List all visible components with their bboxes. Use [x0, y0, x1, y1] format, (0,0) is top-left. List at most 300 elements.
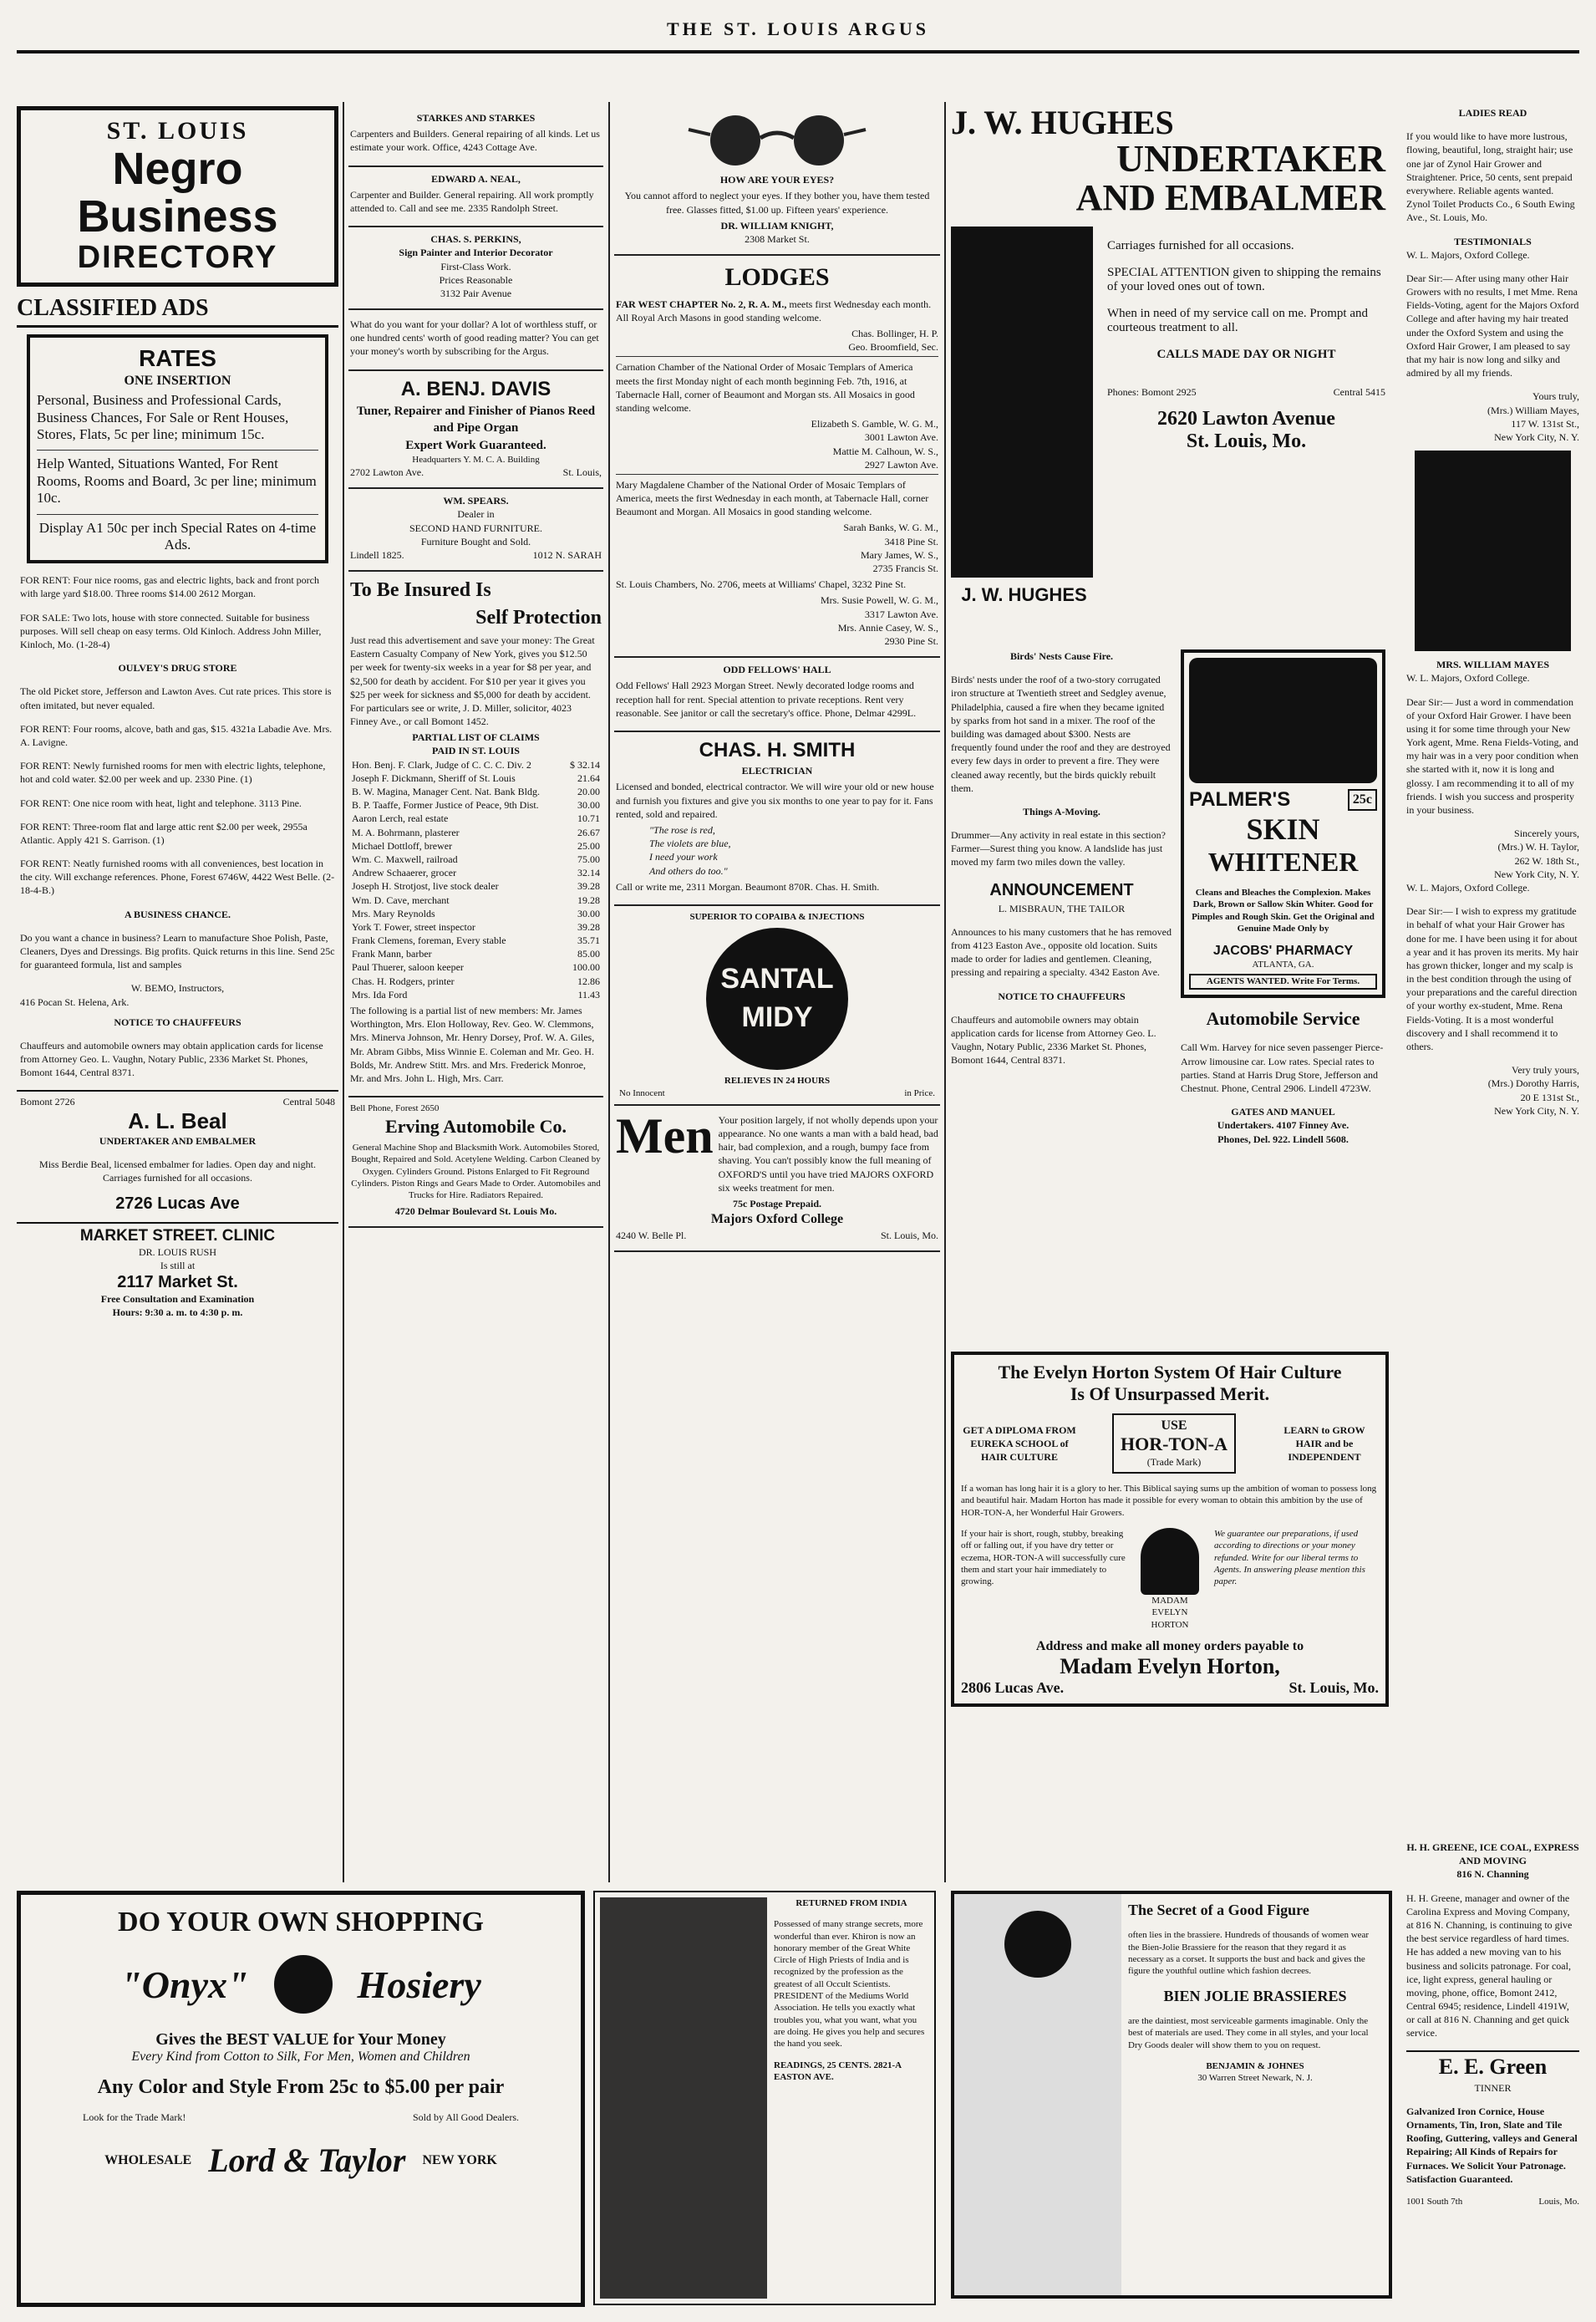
- figure-brand: BIEN JOLIE BRASSIERES: [1163, 1987, 1347, 2004]
- horton-use: USE: [1161, 1418, 1187, 1433]
- ladies-body: If you would like to have more lustrous, flowing, beautiful, long, straight hair; use one jar of Zynol Hair Grower and Straightener. Price, 50 cents, sent prepaid everywhere. Reliable agents wanted. Zynol Toilet Products Co., 6 South Ewing Ave., St. Louis, Mo.: [1406, 130, 1575, 224]
- testimonial-head: W. L. Majors, Oxford College.: [1406, 672, 1530, 685]
- classified-list: [17, 573, 338, 1079]
- santal-note: No Innocent: [619, 1087, 665, 1098]
- column-2: [348, 106, 603, 1878]
- horton-right: LEARN to GROW HAIR and be INDEPENDENT: [1283, 1423, 1365, 1464]
- claims-amount: 26.67: [577, 826, 600, 838]
- far-west-sig: Chas. Bollinger, H. P.: [851, 328, 938, 339]
- palmer-city: ATLANTA, GA.: [1252, 960, 1314, 970]
- directory-line1: ST. LOUIS: [106, 117, 249, 145]
- santal-bottom: RELIEVES IN 24 HOURS: [724, 1076, 831, 1087]
- smith-footer: Call or write me, 2311 Morgan. Beaumont 870R. Chas. H. Smith.: [616, 880, 880, 893]
- palmer-price: 25c: [1348, 789, 1377, 811]
- lodges-title: LODGES: [724, 263, 830, 292]
- rates-text: Display A1 50c per inch Special Rates on 4-time Ads.: [37, 514, 318, 554]
- hughes-line: UNDERTAKER: [1116, 137, 1385, 180]
- claims-row: [350, 988, 602, 1001]
- birds-body: Birds' nests under the roof of a two-story corrugated iron structure at Twentieth street and Sedgley avenue, Philadelphia, caused a fire when they became ignited by sparks from hot sand in a mixer. The roof of the building was damaged about $300. Nests are frequently found under the roof and they are destroyed every few days in order to prevent a fire. They were cleaned away recently, but the birds quickly rebuilt them.: [951, 674, 1171, 794]
- erving-ad: [348, 1097, 603, 1228]
- hughes-address: 2620 Lawton Avenue: [1157, 407, 1335, 430]
- greene-address: 816 N. Channing: [1456, 1868, 1529, 1881]
- claims-amount: 20.00: [577, 786, 600, 798]
- clinic-line: Free Consultation and Examination: [100, 1292, 255, 1305]
- classified-ad: FOR RENT: Neatly furnished rooms with all conveniences, best location in the city. Will exchange references. Phone, Forest 6746W, 4422 West Belle. (2-18-4-B.): [20, 858, 335, 897]
- claims-payee: Chas. H. Rodgers, printer: [352, 975, 455, 987]
- testimonial-sig: (Mrs.) William Mayes,: [1487, 404, 1579, 416]
- eyes-ad: [614, 106, 940, 256]
- greene-ad: [1406, 1841, 1579, 2207]
- magdalene-body: Mary Magdalene Chamber of the National Order of Mosaic Templars of America, meets the first Wednesday in each month, at Tabernacle Hall, corner Beaumont and Morgan. All Mosaics in good standing welcome.: [616, 474, 938, 519]
- rates-title: RATES: [139, 345, 216, 372]
- horton-portrait: [1141, 1528, 1199, 1595]
- palmer-line: SKIN: [1246, 812, 1320, 846]
- announcement-sub: L. MISBRAUN, THE TAILOR: [998, 902, 1126, 914]
- chauffeurs-title: NOTICE TO CHAUFFEURS: [114, 1016, 241, 1028]
- woman-illustration: [954, 1894, 1121, 2295]
- carnation-sig: Elizabeth S. Gamble, W. G. M.,: [811, 418, 938, 430]
- rates-text: Help Wanted, Situations Wanted, For Rent Rooms, Rooms and Board, 3c per line; minimum 10c.: [37, 450, 318, 507]
- neal-title: EDWARD A. NEAL,: [431, 172, 521, 185]
- beal-role: UNDERTAKER AND EMBALMER: [99, 1134, 257, 1147]
- ladies-ad: [1406, 106, 1579, 1118]
- claims-row: [350, 866, 602, 879]
- horton-address-line: Address and make all money orders payable to: [1035, 1638, 1304, 1653]
- moving-title: Things A-Moving.: [1023, 805, 1100, 817]
- testimonial-sig: Very truly yours,: [1512, 1064, 1579, 1077]
- claims-payee: Wm. D. Cave, merchant: [352, 894, 450, 906]
- hughes-body: Carriages furnished for all occasions.: [1107, 239, 1294, 253]
- santal-top: SUPERIOR TO COPAIBA & INJECTIONS: [689, 911, 865, 922]
- onyx-price: Any Color and Style From 25c to $5.00 per pair: [97, 2076, 505, 2098]
- horton-caption: EVELYN HORTON: [1151, 1607, 1189, 1630]
- erving-body: General Machine Shop and Blacksmith Work. Automobiles Stored, Bought, Repaired and Sold. Acetylene Welding. Carbon Cleaned by Oxygen. Cylinders Ground. Pistons Enlarged to Fit Reground Cylinders. Piston Rings and Gears Made to Order. Automobiles and Trucks for Hire. Radiators Repaired.: [351, 1143, 601, 1201]
- returned-ad: [593, 1891, 936, 2309]
- palmer-company: JACOBS' PHARMACY: [1212, 944, 1354, 959]
- men-body: Your position largely, if not wholly depends upon your appearance. No one wants a man with a bald head, bad hair, bad complexion, and a rough, bumpy face from shaving. You can't possibly know the full meaning of OXFORD'S until you have tried MAJORS OXFORD six weeks treatment for men.: [718, 1113, 938, 1194]
- column-3: [614, 106, 940, 1878]
- claims-row: [350, 812, 602, 825]
- claims-title: PARTIAL LIST OF CLAIMS: [412, 731, 540, 744]
- lodges-section: [614, 256, 940, 658]
- business-chance-title: A BUSINESS CHANCE.: [124, 908, 231, 920]
- chauffeurs-title: NOTICE TO CHAUFFEURS: [998, 990, 1126, 1002]
- chauffeurs-body: Chauffeurs and automobile owners may obtain application cards for license from Attorney Geo. L. Vaughn, Notary Public, 2336 Market St. Phones, Bomont 1644, Central 8371.: [951, 1013, 1156, 1067]
- masthead: [17, 10, 1579, 94]
- perkins-line: First-Class Work.: [440, 260, 511, 272]
- spears-title: WM. SPEARS.: [443, 495, 509, 507]
- auto-body: Call Wm. Harvey for nice seven passenger Pierce-Arrow limousine car. Low rates. Special rates to parties. Stand at Harris Drug Store, Jefferson and Chestnut. Phone, Central 2906. Lindell 4723W.: [1181, 1041, 1384, 1095]
- column-4: [951, 106, 1579, 1878]
- gates-title: GATES AND MANUEL: [1231, 1106, 1335, 1118]
- testimonial-photo: [1415, 451, 1571, 651]
- rates-text: Personal, Business and Professional Cards, Business Chances, For Sale or Rent Houses, Stores, Flats, 5c per line; minimum 15c.: [37, 392, 289, 442]
- neal-body: Carpenter and Builder. General repairing. All work promptly attended to. Call and see me. 2335 Randolph Street.: [350, 188, 594, 214]
- claims-payee: York T. Fower, street inspector: [352, 920, 475, 933]
- claims-amount: 10.71: [577, 812, 600, 825]
- onyx-title: DO YOUR OWN SHOPPING: [118, 1907, 484, 1938]
- claims-amount: 30.00: [577, 799, 600, 812]
- gates-phone: Phones, Del. 922. Lindell 5608.: [1217, 1133, 1349, 1145]
- hughes-line: AND EMBALMER: [1075, 177, 1385, 218]
- claims-payee: Mrs. Mary Reynolds: [352, 907, 435, 919]
- eegreen-footer: Louis, Mo.: [1538, 2197, 1579, 2207]
- horton-product: HOR-TON-A: [1121, 1433, 1227, 1454]
- davis-address: 2702 Lawton Ave.: [350, 466, 424, 479]
- beal-phone: Bomont 2726: [20, 1095, 75, 1108]
- claims-table: [350, 758, 602, 1001]
- smith-name: CHAS. H. SMITH: [699, 738, 856, 761]
- claims-row: [350, 960, 602, 974]
- horton-name: Madam Evelyn Horton,: [1060, 1653, 1280, 1678]
- eyes-body: You cannot afford to neglect your eyes. If they bother you, have them tested free. Glasses fitted, $1.00 up. Fifteen years' experience.: [624, 190, 930, 216]
- hughes-calls: CALLS MADE DAY OR NIGHT: [1156, 348, 1336, 362]
- horton-body: If a woman has long hair it is a glory to her. This Biblical saying sums up the ambition of woman to possess long and beautiful hair. Madam Horton has made it possible for every woman to obtain this ambition by the use of HOR-TON-A, her Wonderful Hair Growers.: [961, 1484, 1377, 1518]
- fellows-title: ODD FELLOWS' HALL: [723, 664, 831, 676]
- claims-payee: Michael Dottloff, brewer: [352, 839, 453, 852]
- eyes-title: HOW ARE YOUR EYES?: [719, 174, 835, 186]
- magdalene-sig: Sarah Banks, W. G. M.,: [843, 522, 938, 534]
- business-chance-body: Do you want a chance in business? Learn to manufacture Shoe Polish, Paste, Cleaners, Dyes and Dressings. Big profits. Quick returns in this line. Send 25c for guaranteed formula, list and samples: [20, 931, 335, 971]
- davis-line: Expert Work Guaranteed.: [405, 438, 546, 452]
- testimonial-body: Dear Sir:— I wish to express my gratitude in behalf of what your Hair Grower has done for me. I have been using it for about a year and it has proven its merits. My hair has grown thicker, longer and my scalp is in the best condition through the using of your preparations and the careful direction of your worthy ex-student, Mme. Rena Fields-Voting. It is a most wonderful discovery and I shall recommend it to others.: [1406, 905, 1578, 1052]
- horton-title: Is Of Unsurpassed Merit.: [1070, 1383, 1270, 1404]
- st-louis-sig: Mrs. Susie Powell, W. G. M.,: [820, 594, 938, 607]
- members-text: The following is a partial list of new members: Mr. James Worthington, Mrs. Elon Holloway, Rev. Geo. W. Clemmons, Mrs. Minerva Johnson, Mr. Henry Dorsey, Prof. W. A. Giles, Mr. Abram Gibbs, Miss Winnie E. Coleman and Mr. Geo. H. Bolds, Mr. Andrew Stitt. Mrs. and Mrs. Frederick Monroe, Mr. and Mrs. John L. High, Mrs. Carr.: [350, 1005, 595, 1084]
- hughes-name: J. W. HUGHES: [951, 104, 1174, 141]
- far-west-body: meets first Wednesday each month. All Royal Arch Masons in good standing welcome.: [616, 298, 932, 323]
- newspaper-page: [17, 10, 1579, 2314]
- onyx-value: Gives the BEST VALUE for Your Money: [155, 2030, 446, 2049]
- santal-note: in Price.: [904, 1087, 935, 1098]
- business-chance-sig: W. BEMO, Instructors,: [130, 982, 225, 995]
- dollar-text: What do you want for your dollar? A lot of worthless stuff, or one hundred cents' worth of good reading matter? You can get your money's worth by subscribing for the Argus.: [350, 318, 599, 358]
- carnation-sig: 3001 Lawton Ave.: [864, 431, 938, 444]
- claims-amount: 39.28: [577, 880, 600, 893]
- hughes-ad: [951, 106, 1385, 606]
- testimonial-sig: New York City, N. Y.: [1494, 1104, 1579, 1117]
- returned-body: Possessed of many strange secrets, more wonderful than ever. Khiron is now an honorary member of the Great White Circle of High Priests of India and is recognized by the profession as the greatest of all Occult Scientists. PRESIDENT of the Mediums World Association. He tells you exactly what troubles you, what you want, what you are doing. He gives you help and secures the hand you seek.: [774, 1919, 925, 2050]
- hughes-phone: Central 5415: [1333, 386, 1385, 399]
- claims-row: [350, 853, 602, 866]
- classified-ad: FOR RENT: Four rooms, alcove, bath and gas, $15. 4321a Labadie Ave. Mrs. A. Lavigne.: [20, 722, 333, 748]
- beal-phone: Central 5048: [282, 1095, 335, 1108]
- spears-line: Furniture Bought and Sold.: [420, 535, 531, 547]
- claims-payee: Frank Mann, barber: [352, 948, 432, 960]
- claims-payee: M. A. Bohrmann, plasterer: [352, 826, 460, 838]
- starkes-body: Carpenters and Builders. General repairing of all kinds. Let us estimate your work. Office, 4243 Cottage Ave.: [350, 128, 600, 154]
- testimonial-body: Dear Sir:— After using many other Hair Growers with no results, I met Mme. Rena Fields-Voting, agent for the Majors Oxford College and after having my hair treated under the Oxford System and using the Oxford Hair Grower, I am pleased to say that my hair is now long and silky and admired by all my friends.: [1406, 272, 1579, 379]
- beal-ad: [17, 1090, 338, 1218]
- davis-line: Headquarters Y. M. C. A. Building: [412, 454, 540, 465]
- rates-sub: ONE INSERTION: [124, 373, 231, 388]
- onyx-hosiery: Hosiery: [357, 1963, 481, 2006]
- carnation-sig: Mattie M. Calhoun, W. S.,: [832, 445, 938, 457]
- perkins-ad: [348, 227, 603, 310]
- ladies-title: LADIES READ: [1458, 107, 1527, 119]
- fellows-ad: [614, 658, 940, 732]
- onyx-brand: "Onyx": [120, 1963, 249, 2006]
- birds-title: Birds' Nests Cause Fire.: [1009, 650, 1114, 662]
- directory-banner: [17, 106, 338, 287]
- hughes-city: St. Louis, Mo.: [1186, 430, 1307, 452]
- hughes-body: When in need of my service call on me. Prompt and courteous treatment to all.: [1107, 307, 1368, 335]
- oulvey-title: OULVEY'S DRUG STORE: [118, 662, 237, 675]
- hughes-portrait: [951, 227, 1093, 578]
- column-divider: [343, 102, 344, 1882]
- classified-ad: FOR RENT: Four nice rooms, gas and electric lights, back and front porch with large yard $18.00. Three rooms $14.00 2612 Morgan.: [20, 574, 319, 600]
- onyx-trademark-icon: [274, 1955, 333, 2014]
- smith-role: ELECTRICIAN: [741, 765, 813, 777]
- claims-payee: Hon. Benj. F. Clark, Judge of C. C. C. Div. 2: [352, 758, 531, 771]
- beal-body: Miss Berdie Beal, licensed embalmer for ladies. Open day and night. Carriages furnished for all occasions.: [39, 1158, 316, 1184]
- smith-poem: "The rose is red,: [649, 824, 715, 837]
- eegreen-footer: 1001 South 7th: [1406, 2197, 1463, 2207]
- claims-row: [350, 758, 602, 771]
- far-west-title: FAR WEST CHAPTER No. 2, R. A. M.,: [616, 298, 787, 310]
- testimonial-sig: 20 E 131st St.,: [1520, 1091, 1579, 1103]
- santal-ad: [614, 906, 940, 1106]
- col4-news: [951, 649, 1172, 1077]
- announcement-body: Announces to his many customers that he has removed from 4123 Easton Ave., opposite old location. Suits made to order for ladies and gentlemen. Cleaning, pressing and repairing a specialty. 4342 Easton Ave.: [951, 925, 1172, 979]
- greene-title: H. H. GREENE, ICE COAL, EXPRESS AND MOVING: [1406, 1841, 1579, 1867]
- erving-address: 4720 Delmar Boulevard St. Louis Mo.: [394, 1204, 557, 1217]
- st-louis-body: St. Louis Chambers, No. 2706, meets at Williams' Chapel, 3232 Pine St.: [616, 578, 907, 591]
- greene-body: H. H. Greene, manager and owner of the Carolina Express and Moving Company, at 816 N. Channing, is continuing to give the best service regardless of hard times. He has added a new moving van to his business and solicits patronage. For coal, ice, light express, general hauling or moving, phone, office, Bomont 2412, Central 6945; residence, Lindell 4191W, or call at 816 N. Channing and get quick service.: [1406, 1892, 1573, 2039]
- claims-payee: Joseph F. Dickmann, Sheriff of St. Louis: [352, 771, 516, 784]
- claims-payee: Andrew Schaaerer, grocer: [352, 867, 457, 879]
- clinic-ad: [17, 1222, 338, 1322]
- classified-heading: CLASSIFIED ADS: [17, 295, 338, 328]
- classified-ad: FOR RENT: One nice room with heat, light and telephone. 3113 Pine.: [20, 797, 302, 809]
- insurance-title: To Be Insured Is: [350, 579, 491, 602]
- figure-maker: BENJAMIN & JOHNES: [1206, 2060, 1304, 2071]
- horton-city: St. Louis, Mo.: [1288, 1678, 1379, 1696]
- testimonial-sig: (Mrs.) W. H. Taylor,: [1497, 841, 1579, 853]
- column-1: [17, 106, 338, 1878]
- carnation-sig: 2927 Lawton Ave.: [864, 458, 938, 471]
- claims-row: [350, 975, 602, 988]
- smith-poem: And others do too.": [649, 864, 728, 877]
- testimonial-sig: 262 W. 18th St.,: [1514, 854, 1579, 867]
- clinic-hours: Hours: 9:30 a. m. to 4:30 p. m.: [112, 1306, 243, 1318]
- claims-amount: 25.00: [577, 839, 600, 852]
- testimonial-sig: New York City, N. Y.: [1494, 868, 1579, 880]
- claims-row: [350, 839, 602, 853]
- claims-amount: 75.00: [577, 853, 600, 865]
- priest-illustration: [600, 1897, 767, 2299]
- davis-city: St. Louis,: [562, 466, 602, 479]
- horton-body: If your hair is short, rough, stubby, breaking off or falling out, if you have dry tetter or eczema, HOR-TON-A will successfully cure them and start your hair immediately to growing.: [961, 1529, 1126, 1587]
- claims-payee: Frank Clemens, foreman, Every stable: [352, 934, 506, 947]
- onyx-wholesale: WHOLESALE: [104, 2152, 192, 2167]
- onyx-ad: [17, 1891, 585, 2309]
- auto-title: Automobile Service: [1206, 1007, 1360, 1029]
- testimonial-sig: (Mrs.) Dorothy Harris,: [1487, 1077, 1579, 1090]
- beal-address: 2726 Lucas Ave: [115, 1194, 240, 1214]
- claims-amount: 30.00: [577, 907, 600, 919]
- perkins-line: Prices Reasonable: [439, 273, 513, 286]
- horton-address: 2806 Lucas Ave.: [961, 1678, 1065, 1696]
- horton-left: GET A DIPLOMA FROM EUREKA SCHOOL of HAIR CULTURE: [963, 1423, 1076, 1464]
- perkins-line: 3132 Pair Avenue: [440, 287, 512, 299]
- men-address: 4240 W. Belle Pl.: [616, 1229, 687, 1241]
- testimonial-sig: New York City, N. Y.: [1494, 430, 1579, 443]
- oulvey-body: The old Picket store, Jefferson and Lawton Aves. Cut rate prices. This store is often imitated, but never equaled.: [20, 685, 332, 711]
- onyx-lord-taylor: Lord & Taylor: [208, 2141, 406, 2180]
- masthead-rule: [17, 50, 1579, 53]
- claims-payee: B. P. Taaffe, Former Justice of Peace, 9th Dist.: [352, 799, 539, 812]
- st-louis-sig: Mrs. Annie Casey, W. S.,: [837, 621, 938, 634]
- smith-ad: [614, 732, 940, 906]
- smith-poem: I need your work: [649, 851, 718, 863]
- dollar-note: [348, 310, 603, 371]
- erving-phone: Bell Phone, Forest 2650: [350, 1103, 440, 1114]
- claims-payee: Mrs. Ida Ford: [352, 988, 408, 1001]
- clinic-address: 2117 Market St.: [117, 1272, 238, 1291]
- magdalene-sig: 2735 Francis St.: [872, 563, 938, 574]
- classified-ad: FOR RENT: Three-room flat and large attic rent $2.00 per week, 2955a Atlantic. Apply 421 S. Garrison. (1): [20, 820, 308, 846]
- testimonials-title: TESTIMONIALS: [1454, 235, 1532, 247]
- onyx-sold: Sold by All Good Dealers.: [413, 2111, 519, 2123]
- smith-body: Licensed and bonded, electrical contractor. We will wire your old or new house and furnish you fixtures and give you six months to one year to pay for it. Fans rented, sold and repaired.: [616, 781, 934, 820]
- claims-row: [350, 785, 602, 798]
- spears-ad: [348, 489, 603, 572]
- spears-line: SECOND HAND FURNITURE.: [409, 522, 542, 534]
- palmer-ad: [1181, 649, 1385, 1146]
- neal-ad: [348, 167, 603, 228]
- claims-row: [350, 934, 602, 947]
- claims-amount: 19.28: [577, 894, 600, 906]
- returned-title: RETURNED FROM INDIA: [795, 1898, 907, 1908]
- beal-name: A. L. Beal: [128, 1108, 227, 1133]
- men-college: Majors Oxford College: [710, 1212, 844, 1227]
- testimonial-body: Dear Sir:— Just a word in commendation of your Oxford Hair Grower. I have been using it for some time through your New York agent, Mme. Rena Fields-Voting, and my hair was in a very poor condition when she started with it, now it is long and glossy. I am recommending it to all of my friends. I wish you success and prosperity in your business.: [1406, 695, 1578, 816]
- clinic-title: MARKET STREET. CLINIC: [79, 1227, 276, 1245]
- claims-row: [350, 771, 602, 785]
- auto-ad: [1181, 1006, 1385, 1146]
- claims-payee: Wm. C. Maxwell, railroad: [352, 853, 458, 865]
- horton-ad: [951, 1352, 1389, 1707]
- moving-body: Drummer—Any activity in real estate in this section? Farmer—Surest thing you know. A landslide has just moved my farm two miles down the valley.: [951, 829, 1166, 868]
- eyes-address: 2308 Market St.: [745, 232, 810, 245]
- claims-amount: 21.64: [577, 771, 600, 784]
- carnation-body: Carnation Chamber of the National Order of Mosaic Templars of America meets the first Monday night of each month beginning Feb. 7th, 1916, at Tabernacle Hall, corner of Beaumont and Morgan sts. All Mosaics in good standing welcome.: [616, 356, 938, 415]
- claims-amount: 85.00: [577, 948, 600, 960]
- testimonial-head: W. L. Majors, Oxford College.: [1406, 248, 1530, 261]
- fellows-body: Odd Fellows' Hall 2923 Morgan Street. Newly decorated lodge rooms and reception hall for rent. Special attention to private receptions. Rent very reasonable. See janitor or call the secretary's office. Phone, Delmar 4299L.: [616, 680, 917, 719]
- bottom-right: [951, 1841, 1579, 2309]
- starkes-title: STARKES AND STARKES: [416, 112, 536, 124]
- figure-address: 30 Warren Street Newark, N. J.: [1197, 2073, 1313, 2084]
- spears-line: Dealer in: [457, 508, 495, 521]
- men-title: Men: [616, 1108, 714, 1164]
- claims-payee: Paul Thuerer, saloon keeper: [352, 961, 464, 974]
- claims-amount: 35.71: [577, 934, 600, 947]
- testimonial-sig: 117 W. 131st St.,: [1511, 417, 1579, 430]
- directory-line3: DIRECTORY: [77, 240, 278, 276]
- claims-row: [350, 894, 602, 907]
- classified-ad: FOR RENT: Newly furnished rooms for men with electric lights, telephone, hot and cold water. $2.00 per week and up. 2330 Pine. (1): [20, 760, 326, 786]
- onyx-ny: NEW YORK: [422, 2152, 497, 2167]
- gates-line: Undertakers. 4107 Finney Ave.: [1217, 1119, 1349, 1132]
- eyeglasses-icon: [685, 111, 869, 170]
- testimonial-head: W. L. Majors, Oxford College.: [1406, 881, 1530, 894]
- column-divider: [944, 102, 946, 1882]
- men-postage: 75c Postage Prepaid.: [732, 1197, 822, 1209]
- classified-ad: FOR SALE: Two lots, house with store connected. Suitable for business purposes. Will sell cheap on easy terms. Old Kinloch. Address John Miller, Kinloch, Mo. (1-28-4): [20, 611, 322, 651]
- st-louis-sig: 2930 Pine St.: [884, 634, 938, 647]
- insurance-ad: [348, 572, 603, 1097]
- clinic-doctor: DR. LOUIS RUSH: [138, 1246, 216, 1259]
- st-louis-sig: 3317 Lawton Ave.: [864, 608, 938, 620]
- santal-line: SANTAL: [720, 963, 834, 996]
- figure-ad: [951, 1891, 1392, 2299]
- davis-ad: [348, 371, 603, 490]
- hughes-caption: J. W. HUGHES: [961, 584, 1087, 606]
- claims-amount: 39.28: [577, 920, 600, 933]
- figure-body: are the daintiest, most serviceable garments imaginable. Only the best of materials are used. They come in all styles, and your local Dry Goods dealer will show them to you on request.: [1128, 2015, 1369, 2050]
- directory-line2: Negro Business: [77, 144, 278, 242]
- claims-payee: B. W. Magina, Manager Cent. Nat. Bank Bldg.: [352, 786, 540, 798]
- claims-amount: 100.00: [572, 961, 600, 974]
- erving-name: Erving Automobile Co.: [385, 1116, 567, 1138]
- claims-row: [350, 920, 602, 934]
- palmer-agents: AGENTS WANTED. Write For Terms.: [1189, 974, 1377, 989]
- starkes-ad: [348, 106, 603, 167]
- testimonial-sig: Yours truly,: [1532, 390, 1579, 403]
- santal-seal: [706, 928, 848, 1070]
- horton-title: The Evelyn Horton System Of Hair Culture: [998, 1362, 1342, 1383]
- claims-payee: Aaron Lerch, real estate: [352, 812, 449, 825]
- palmer-body: Cleans and Bleaches the Complexion. Makes Dark, Brown or Sallow Skin Whiter. Good for Pimples and Rough Skin. Get the Original and Genuine Made Only by: [1192, 888, 1375, 934]
- spears-phone: Lindell 1825.: [350, 549, 404, 561]
- eegreen-name: E. E. Green: [1406, 2050, 1579, 2081]
- claims-payee: Joseph H. Strotjost, live stock dealer: [352, 880, 499, 893]
- davis-name: A. BENJ. DAVIS: [400, 377, 551, 400]
- onyx-look: Look for the Trade Mark!: [83, 2111, 186, 2123]
- eegreen-role: TINNER: [1474, 2081, 1512, 2094]
- claims-amount: 11.43: [577, 988, 600, 1001]
- claims-row: [350, 798, 602, 812]
- insurance-body: Just read this advertisement and save your money: The Great Eastern Casualty Company of New York, gives you $12.50 per week for twenty-six weeks in a year for $8 per year, and $2,500 for death by accident. For $10 per year it gives you $25 per week for sickness and $5,000 for death by accident. For particulars see or write, J. D. Miller, solicitor, 4023 Finney Ave., or call Bomont 1452.: [350, 634, 595, 728]
- rates-box: [27, 334, 328, 563]
- spears-address: 1012 N. SARAH: [532, 549, 602, 561]
- figure-body: often lies in the brassiere. Hundreds of thousands of women wear the Bien-Jolie Brassiere for the reason that they regard it as necessary as a corset. It supports the bust and back and gives the figure the youthful outline which fashion decrees.: [1128, 1930, 1370, 1977]
- figure-title: The Secret of a Good Figure: [1128, 1902, 1309, 1918]
- photo-caption: MRS. WILLIAM MAYES: [1436, 659, 1550, 671]
- magdalene-sig: Mary James, W. S.,: [861, 548, 938, 561]
- onyx-kinds: Every Kind from Cotton to Silk, For Men, Women and Children: [131, 2050, 470, 2064]
- claims-row: [350, 907, 602, 920]
- smith-poem: The violets are blue,: [649, 838, 731, 850]
- eegreen-body: Galvanized Iron Cornice, House Ornaments, Tin, Iron, Slate and Tile Roofing, Guttering, valleys and General Repairing; All Kinds of Repairs for Furnaces. We Solicit Your Patronage. Satisfaction Guaranteed.: [1406, 2105, 1578, 2185]
- claims-row: [350, 826, 602, 839]
- men-ad: [614, 1106, 940, 1252]
- claims-title: PAID IN ST. LOUIS: [432, 745, 520, 757]
- eyes-sig: DR. WILLIAM KNIGHT,: [720, 219, 834, 232]
- announcement-title: ANNOUNCEMENT: [989, 880, 1134, 899]
- claims-row: [350, 947, 602, 960]
- horton-body: We guarantee our preparations, if used according to directions or your money refunded. Write for our liberal terms to Agents. In answering please mention this paper.: [1214, 1529, 1365, 1587]
- hughes-body: SPECIAL ATTENTION given to shipping the remains of your loved ones out of town.: [1107, 266, 1381, 294]
- men-city: St. Louis, Mo.: [880, 1229, 938, 1241]
- chauffeurs-body: Chauffeurs and automobile owners may obtain application cards for license from Attorney Geo. L. Vaughn, Notary Public, 2336 Market St. Phones, Bomont 1644, Central 8371.: [20, 1039, 323, 1079]
- testimonial-sig: Sincerely yours,: [1514, 827, 1579, 840]
- column-divider: [608, 102, 610, 1882]
- insurance-title: Self Protection: [475, 606, 602, 629]
- santal-line: MIDY: [741, 1001, 813, 1034]
